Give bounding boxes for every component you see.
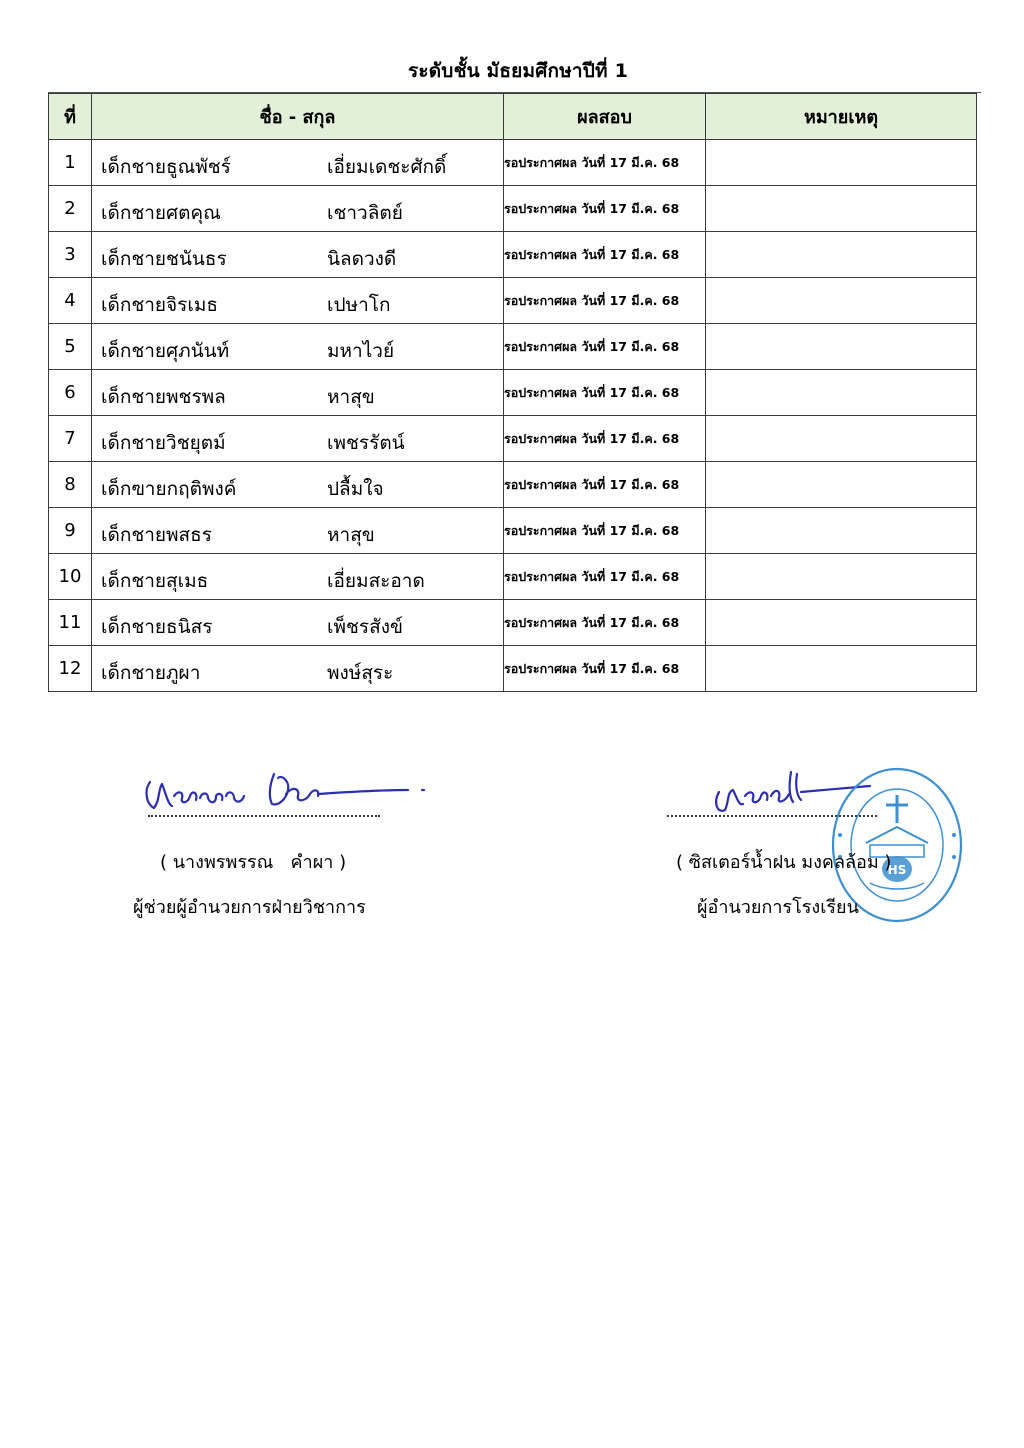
header-name: ชื่อ - สกุล (92, 94, 504, 140)
last-name: มหาไวย์ (327, 340, 395, 362)
results-table (48, 93, 977, 692)
table-header-row (49, 94, 977, 140)
row-number: 8 (49, 462, 92, 508)
svg-text:HS: HS (887, 863, 907, 877)
table-row (49, 140, 977, 186)
remark (706, 600, 977, 646)
table-row (49, 600, 977, 646)
last-name: พงษ์สุระ (327, 662, 394, 684)
remark (706, 416, 977, 462)
first-name: เด็กชายศตคุณ (101, 202, 221, 224)
row-number: 1 (49, 140, 92, 186)
first-name: เด็กชายพชรพล (101, 386, 226, 408)
student-name-cell (92, 600, 504, 646)
exam-result: รอประกาศผล วันที่ 17 มี.ค. 68 (504, 554, 706, 600)
first-name: เด็กชายวิชยุตม์ (101, 432, 226, 454)
table-row (49, 324, 977, 370)
row-number: 5 (49, 324, 92, 370)
table-row (49, 278, 977, 324)
last-name: ปลื้มใจ (327, 478, 384, 500)
exam-result: รอประกาศผล วันที่ 17 มี.ค. 68 (504, 140, 706, 186)
left-signature-line (148, 815, 380, 817)
first-name: เด็กชายพสธร (101, 524, 212, 546)
table-row (49, 554, 977, 600)
student-name-cell (92, 508, 504, 554)
last-name: เอี่ยมสะอาด (327, 570, 425, 592)
first-name: เด็กชายชนันธร (101, 248, 227, 270)
last-name: เพ็ชรสังข์ (327, 616, 403, 638)
exam-result: รอประกาศผล วันที่ 17 มี.ค. 68 (504, 186, 706, 232)
last-name: เชาวลิตย์ (327, 202, 403, 224)
row-number: 7 (49, 416, 92, 462)
exam-result: รอประกาศผล วันที่ 17 มี.ค. 68 (504, 508, 706, 554)
student-name-cell (92, 462, 504, 508)
first-name: เด็กชายศุภนันท์ (101, 340, 230, 362)
student-name-cell (92, 646, 504, 692)
table-row (49, 646, 977, 692)
right-signer-name: ( ซิสเตอร์น้ำฝน มงคลล้อม ) (676, 852, 892, 873)
exam-result: รอประกาศผล วันที่ 17 มี.ค. 68 (504, 324, 706, 370)
row-number: 12 (49, 646, 92, 692)
student-name-cell (92, 140, 504, 186)
left-handwritten-signature (138, 760, 438, 820)
table-row (49, 370, 977, 416)
table-row (49, 232, 977, 278)
row-number: 4 (49, 278, 92, 324)
last-name: หาสุข (327, 524, 375, 546)
last-name: เปษาโก (327, 294, 391, 316)
first-name: เด็กชายธูณพัชร์ (101, 156, 231, 178)
exam-result: รอประกาศผล วันที่ 17 มี.ค. 68 (504, 416, 706, 462)
first-name: เด็กชายจิรเมธ (101, 294, 218, 316)
row-number: 2 (49, 186, 92, 232)
remark (706, 140, 977, 186)
remark (706, 462, 977, 508)
remark (706, 646, 977, 692)
row-number: 11 (49, 600, 92, 646)
first-name: เด็กชายธนิสร (101, 616, 213, 638)
student-name-cell (92, 370, 504, 416)
student-name-cell (92, 554, 504, 600)
table-row (49, 462, 977, 508)
row-number: 6 (49, 370, 92, 416)
row-number: 10 (49, 554, 92, 600)
header-result: ผลสอบ (504, 94, 706, 140)
last-name: เอี่ยมเดชะศักดิ์ (327, 156, 447, 178)
remark (706, 186, 977, 232)
student-name-cell (92, 324, 504, 370)
row-number: 9 (49, 508, 92, 554)
student-name-cell (92, 416, 504, 462)
first-name: เด็กชายสุเมธ (101, 570, 209, 592)
last-name: เพชรรัตน์ (327, 432, 405, 454)
exam-result: รอประกาศผล วันที่ 17 มี.ค. 68 (504, 600, 706, 646)
exam-result: รอประกาศผล วันที่ 17 มี.ค. 68 (504, 278, 706, 324)
student-name-cell (92, 278, 504, 324)
left-signer-role: ผู้ช่วยผู้อำนวยการฝ่ายวิชาการ (133, 897, 366, 918)
document-title: ระดับชั้น มัธยมศึกษาปีที่ 1 (407, 60, 629, 82)
first-name: เด็กฃายกฤติพงค์ (101, 478, 237, 500)
exam-result: รอประกาศผล วันที่ 17 มี.ค. 68 (504, 232, 706, 278)
last-name: นิลดวงดี (327, 248, 397, 270)
remark (706, 232, 977, 278)
remark (706, 508, 977, 554)
exam-result: รอประกาศผล วันที่ 17 มี.ค. 68 (504, 370, 706, 416)
left-signer-name: ( นางพรพรรณ คำผา ) (160, 852, 347, 873)
header-no: ที่ (49, 94, 92, 140)
exam-result: รอประกาศผล วันที่ 17 มี.ค. 68 (504, 462, 706, 508)
student-name-cell (92, 232, 504, 278)
row-number: 3 (49, 232, 92, 278)
remark (706, 370, 977, 416)
right-signer-role: ผู้อำนวยการโรงเรียน (697, 897, 859, 918)
first-name: เด็กชายภูผา (101, 662, 201, 684)
table-row (49, 508, 977, 554)
remark (706, 324, 977, 370)
remark (706, 554, 977, 600)
table-row (49, 416, 977, 462)
header-remark: หมายเหตุ (706, 94, 977, 140)
remark (706, 278, 977, 324)
table-row (49, 186, 977, 232)
student-name-cell (92, 186, 504, 232)
exam-result: รอประกาศผล วันที่ 17 มี.ค. 68 (504, 646, 706, 692)
last-name: หาสุข (327, 386, 375, 408)
